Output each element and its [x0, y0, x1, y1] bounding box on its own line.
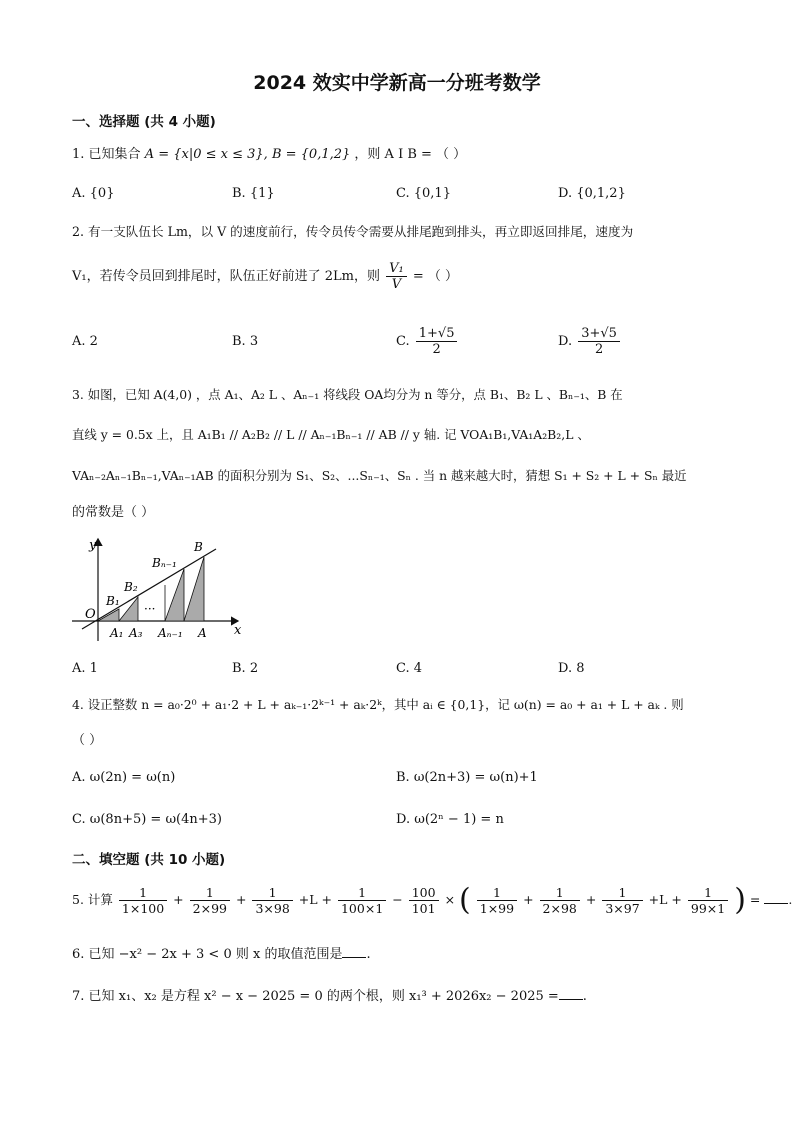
label-B1: B₁: [106, 594, 120, 608]
q4-option-d[interactable]: D. ω(2ⁿ − 1) = n: [396, 812, 504, 827]
q2-option-d-fraction: [578, 326, 620, 357]
q2-option-a[interactable]: A. 2: [72, 334, 98, 349]
q2-option-c-numerator: 1+√5: [416, 326, 458, 342]
q2-ratio-fraction: [386, 261, 407, 292]
label-A3: A₃: [129, 626, 143, 640]
q5-plus-3: +: [523, 892, 534, 907]
q5-plus-4: +: [585, 892, 597, 907]
label-A1: A₁: [110, 626, 124, 640]
q3-line2: 直线 y = 0.5x 上，且 A₁B₁ // A₂B₂ // L // Aₙ₋₁Bₙ₋₁ // AB // y 轴. 记 VOA₁B₁,VA₁A₂B₂,L 、: [72, 427, 590, 442]
q2-option-c[interactable]: [396, 322, 459, 362]
q5-frac-g3: [602, 885, 642, 916]
q5-plus-2: +: [235, 892, 247, 907]
q5-end: .: [788, 892, 793, 907]
q5-frac-g3-den: 3×97: [605, 901, 640, 916]
q5-frac-g4: [688, 885, 728, 916]
q1-stem: [72, 145, 466, 165]
q5-frac-2-num: 1: [190, 885, 230, 901]
label-O: O: [85, 607, 96, 622]
q2-line2-start: V₁，若传令员回到排尾时，队伍正好前进了 2Lm，则: [72, 269, 380, 284]
q1-option-d[interactable]: D. {0,1,2}: [558, 186, 626, 201]
q2-ratio-denominator: V: [391, 277, 402, 292]
q5-equals: =: [749, 892, 761, 907]
q1-option-b[interactable]: B. {1}: [232, 186, 275, 201]
q4-line2: （ ）: [72, 733, 103, 748]
q3-line4: 的常数是（ ）: [72, 505, 155, 520]
q5-frac-g4-den: 99×1: [690, 901, 726, 916]
q5-frac-2-den: 2×99: [192, 901, 227, 916]
q5-rparen: ): [734, 882, 746, 918]
q2-line1: 2. 有一支队伍长 Lm，以 V 的速度前行，传令员传令需要从排尾跑到排头，再立即返回排尾，速度为: [72, 224, 634, 239]
q5-frac-g4-num: 1: [688, 885, 728, 901]
q1-option-a[interactable]: A. {0}: [72, 186, 115, 201]
q2-option-d[interactable]: [558, 322, 622, 362]
q2-line2: [72, 260, 458, 294]
q5-frac-5-num: 100: [409, 885, 439, 901]
q5-frac-g3-num: 1: [602, 885, 642, 901]
q5-frac-4-num: 1: [338, 885, 386, 901]
q5-frac-4: [338, 885, 386, 916]
label-Bn1: Bₙ₋₁: [152, 556, 177, 570]
q2-option-c-denominator: 2: [432, 342, 441, 357]
q2-option-d-label: D.: [558, 334, 573, 349]
q5-frac-3: [252, 885, 292, 916]
q2-option-d-numerator: 3+√5: [578, 326, 620, 342]
q5-frac-4-den: 100×1: [340, 901, 384, 916]
q3-figure: [70, 533, 250, 645]
q5-label: 5. 计算: [72, 892, 113, 907]
q1-option-c[interactable]: C. {0,1}: [396, 186, 451, 201]
q2-option-d-denominator: 2: [594, 342, 604, 357]
q5-lparen: (: [459, 882, 471, 918]
q2-option-c-label: C.: [396, 334, 410, 349]
label-dots: ···: [144, 602, 156, 616]
q2-ratio-numerator: V₁: [386, 261, 407, 277]
q4-line1: 4. 设正整数 n = a₀·2⁰ + a₁·2 + L + aₖ₋₁·2ᵏ⁻¹ + aₖ·2ᵏ，其中 aᵢ ∈ {0,1}，记 ω(n) = a₀ + a₁ + L + aₖ . 则: [72, 697, 684, 712]
q6-answer-blank[interactable]: [342, 945, 366, 958]
q3-line3: VAₙ₋₂Aₙ₋₁Bₙ₋₁,VAₙ₋₁AB 的面积分别为 S₁、S₂、...Sₙ₋₁、Sₙ . 当 n 越来越大时，猜想 S₁ + S₂ + L + Sₙ 最近: [72, 468, 687, 483]
q1-math: A = {x|0 ≤ x ≤ 3}, B = {0,1,2}: [144, 147, 351, 162]
q5-frac-g1-den: 1×99: [479, 901, 515, 916]
q5-frac-g2-den: 2×98: [542, 901, 577, 916]
q5-minus: −: [392, 892, 403, 907]
q5-plus-ellipsis-1: +L +: [298, 892, 332, 907]
q7-line: [72, 987, 587, 1007]
shaded-triangle-n1: [165, 569, 184, 621]
q6-text: 6. 已知 −x² − 2x + 3 < 0 则 x 的取值范围是: [72, 947, 343, 962]
q5-expression: [72, 878, 792, 923]
shaded-triangle-1: [98, 609, 119, 621]
section-fill-heading: 二、填空题 (共 10 小题): [72, 852, 226, 868]
q5-frac-1-den: 1×100: [121, 901, 165, 916]
q5-frac-g1-num: 1: [477, 885, 517, 901]
q7-end: .: [582, 989, 587, 1004]
label-B2: B₂: [124, 580, 138, 594]
q4-option-b[interactable]: B. ω(2n+3) = ω(n)+1: [396, 770, 538, 785]
q6-end: .: [366, 947, 371, 962]
q1-stem-start: 1. 已知集合: [72, 147, 141, 162]
q5-frac-1-num: 1: [119, 885, 167, 901]
q3-option-b[interactable]: B. 2: [232, 661, 259, 676]
q2-line2-end: = （ ）: [412, 269, 459, 284]
q5-frac-g1: [477, 885, 517, 916]
label-A: A: [198, 626, 207, 640]
q2-option-c-fraction: [416, 326, 458, 357]
q5-frac-3-den: 3×98: [255, 901, 290, 916]
q5-plus-1: +: [173, 892, 184, 907]
q5-frac-5: [409, 885, 439, 916]
q1-stem-end: ，则 A I B = （ ）: [354, 147, 467, 162]
label-x: x: [234, 623, 242, 638]
q5-frac-3-num: 1: [252, 885, 292, 901]
q5-frac-g2-num: 1: [540, 885, 580, 901]
q6-line: [72, 945, 371, 965]
q5-plus-ellipsis-2: +L +: [648, 892, 682, 907]
q4-option-c[interactable]: C. ω(8n+5) = ω(4n+3): [72, 812, 223, 827]
q5-frac-g2: [540, 885, 580, 916]
label-y: y: [89, 538, 97, 553]
q5-answer-blank[interactable]: [764, 891, 788, 904]
label-An1: Aₙ₋₁: [158, 626, 183, 640]
q7-answer-blank[interactable]: [559, 987, 583, 1000]
label-B: B: [194, 540, 203, 554]
q3-line1: 3. 如图，已知 A(4,0) ，点 A₁、A₂ L 、Aₙ₋₁ 将线段 OA均分为 n 等分，点 B₁、B₂ L 、Bₙ₋₁、B 在: [72, 387, 623, 402]
q5-times: ×: [444, 892, 456, 907]
q3-option-d[interactable]: D. 8: [558, 661, 585, 676]
q2-option-b[interactable]: B. 3: [232, 334, 259, 349]
q5-frac-1: [119, 885, 167, 916]
q5-frac-2: [190, 885, 230, 916]
q7-text: 7. 已知 x₁、x₂ 是方程 x² − x − 2025 = 0 的两个根，则 x₁³ + 2026x₂ − 2025 =: [72, 989, 559, 1004]
section-choice-heading: 一、选择题 (共 4 小题): [72, 114, 216, 130]
q4-option-a[interactable]: A. ω(2n) = ω(n): [72, 770, 176, 785]
q5-frac-5-den: 101: [411, 901, 436, 916]
page-title: 2024 效实中学新高一分班考数学: [253, 72, 541, 94]
q3-option-c[interactable]: C. 4: [396, 661, 423, 676]
q3-option-a[interactable]: A. 1: [72, 661, 98, 676]
